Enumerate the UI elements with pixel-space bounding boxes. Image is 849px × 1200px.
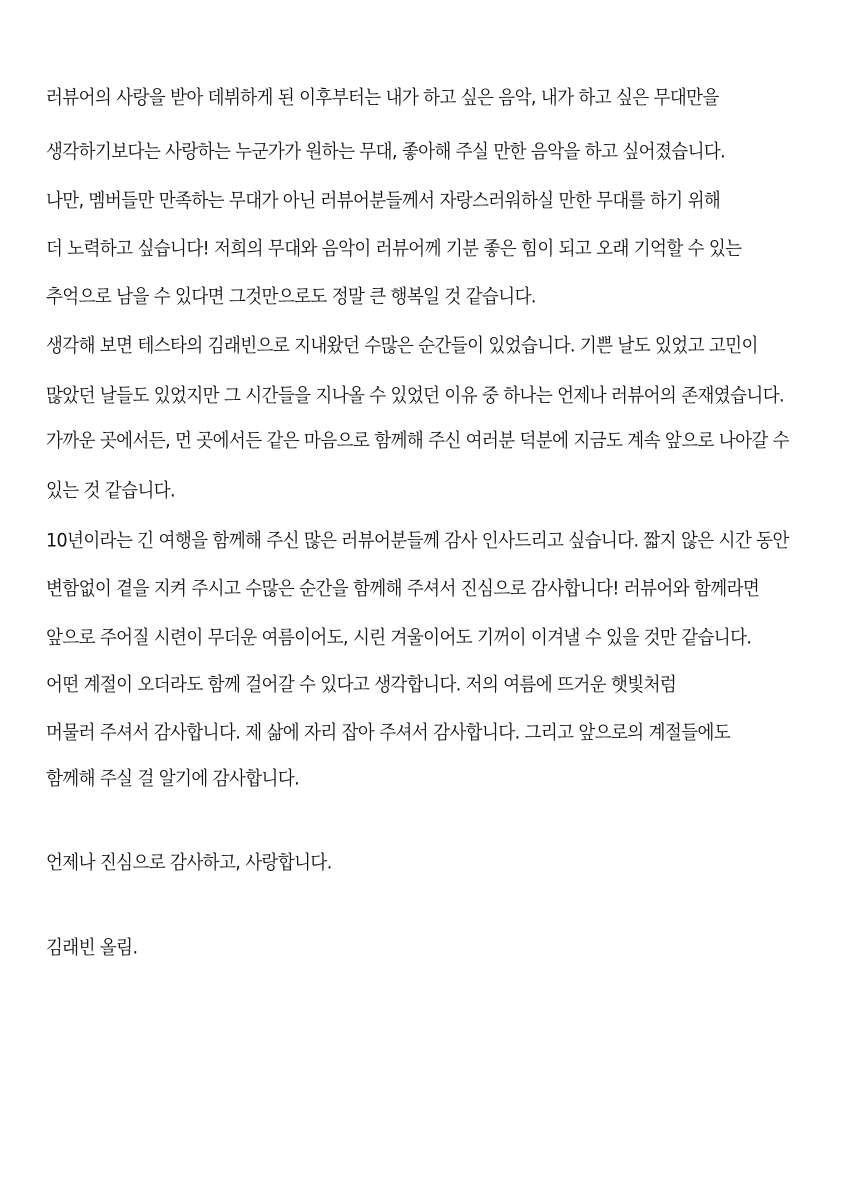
- letter-closing: 언제나 진심으로 감사하고, 사랑합니다.: [46, 852, 332, 874]
- letter-line: 러뷰어의 사랑을 받아 데뷔하게 된 이후부터는 내가 하고 싶은 음악, 내가 하고 싶은 무대만을: [46, 87, 719, 109]
- letter-line: 변함없이 곁을 지켜 주시고 수많은 순간을 함께해 주셔서 진심으로 감사합니다! 러뷰어와 함께라면: [46, 578, 760, 600]
- letter-line: 어떤 계절이 오더라도 함께 걸어갈 수 있다고 생각합니다. 저의 여름에 뜨거운 햇빛처럼: [46, 674, 677, 696]
- letter-line: 더 노력하고 싶습니다! 저희의 무대와 음악이 러뷰어께 기분 좋은 힘이 되고 오래 기억할 수 있는: [46, 238, 742, 260]
- letter-line: 생각하기보다는 사랑하는 누군가가 원하는 무대, 좋아해 주실 만한 음악을 하고 싶어졌습니다.: [46, 141, 726, 163]
- letter-line: 10년이라는 긴 여행을 함께해 주신 많은 러뷰어분들께 감사 인사드리고 싶습니다. 짧지 않은 시간 동안: [46, 530, 789, 552]
- letter-line: 많았던 날들도 있었지만 그 시간들을 지나올 수 있었던 이유 중 하나는 언제나 러뷰어의 존재였습니다.: [46, 385, 784, 407]
- letter-line: 가까운 곳에서든, 먼 곳에서든 같은 마음으로 함께해 주신 여러분 덕분에 지금도 계속 앞으로 나아갈 수: [46, 430, 789, 452]
- letter-line: 함께해 주실 걸 알기에 감사합니다.: [46, 768, 300, 790]
- letter-line: 있는 것 같습니다.: [46, 480, 176, 502]
- letter-signature: 김래빈 올림.: [46, 937, 138, 959]
- letter-line: 머물러 주셔서 감사합니다. 제 삶에 자리 잡아 주셔서 감사합니다. 그리고 앞으로의 계절들에도: [46, 722, 731, 744]
- letter-line: 생각해 보면 테스타의 김래빈으로 지내왔던 수많은 순간들이 있었습니다. 기쁜 날도 있었고 고민이: [46, 335, 758, 357]
- letter-line: 앞으로 주어질 시련이 무더운 여름이어도, 시린 겨울이어도 기꺼이 이겨낼 수 있을 것만 같습니다.: [46, 627, 752, 649]
- letter-line: 추억으로 남을 수 있다면 그것만으로도 정말 큰 행복일 것 같습니다.: [46, 286, 536, 308]
- letter-line: 나만, 멤버들만 만족하는 무대가 아닌 러뷰어분들께서 자랑스러워하실 만한 무대를 하기 위해: [46, 190, 721, 212]
